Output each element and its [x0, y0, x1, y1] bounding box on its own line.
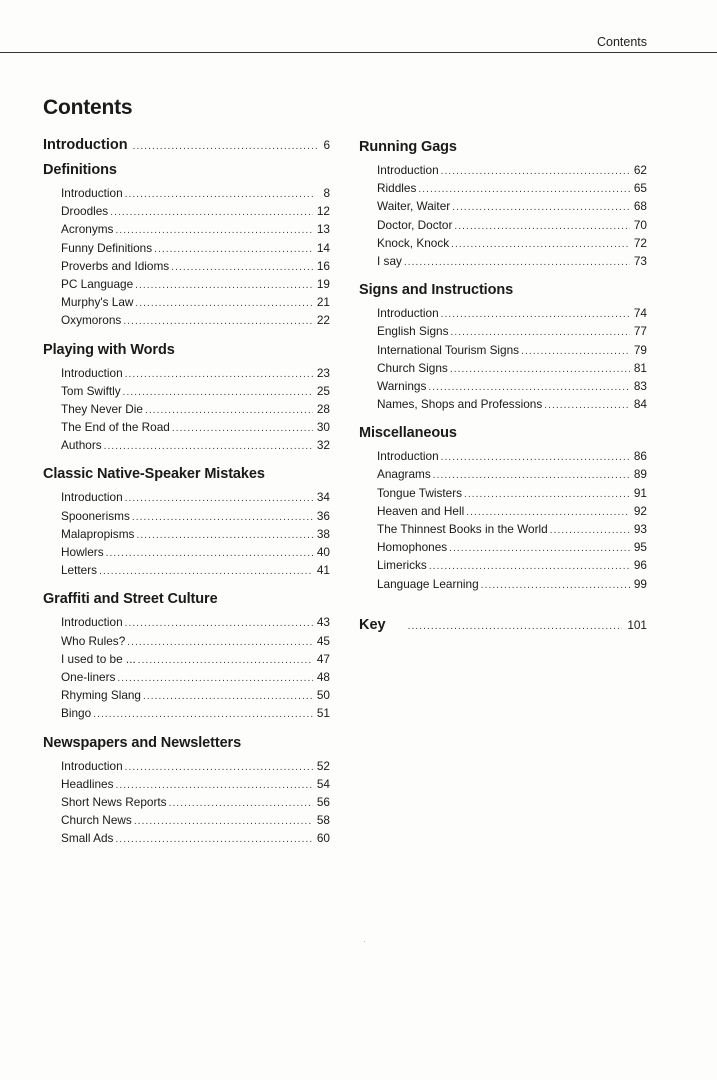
toc-entry[interactable]	[43, 757, 330, 775]
toc-section-classic-native-speaker-mistakes	[43, 464, 330, 579]
toc-entry[interactable]	[43, 543, 330, 561]
page-number: 70	[633, 217, 647, 232]
dot-leader	[441, 163, 630, 181]
entry-title: I say	[377, 253, 402, 268]
entry-title: Introduction	[377, 449, 439, 464]
entry-title: Names, Shops and Professions	[377, 397, 543, 412]
dot-leader	[550, 522, 630, 540]
dot-leader	[138, 652, 313, 670]
page-number: 6	[323, 138, 330, 152]
toc-entry[interactable]	[359, 234, 647, 252]
page-number: 91	[633, 485, 647, 500]
page-number: 8	[323, 186, 330, 200]
page-number: 52	[316, 758, 330, 773]
entry-title: Introduction	[61, 615, 123, 630]
entry-title: International Tourism Signs	[377, 342, 520, 357]
section-entries	[43, 757, 330, 848]
page-number: 68	[633, 199, 647, 214]
toc-entry[interactable]	[359, 377, 647, 395]
entry-title: Key	[359, 616, 386, 633]
dot-leader	[452, 199, 630, 217]
toc-entry[interactable]	[43, 775, 330, 793]
entry-title: Warnings	[377, 378, 427, 393]
dot-leader	[99, 563, 313, 581]
toc-entry[interactable]	[359, 465, 647, 483]
page-number: 45	[316, 633, 330, 648]
page-number: 54	[316, 776, 330, 791]
dot-leader	[125, 186, 313, 204]
section-entries	[359, 304, 647, 413]
toc-entry[interactable]	[43, 613, 330, 631]
page-number: 95	[633, 540, 647, 555]
entry-title: Authors	[61, 438, 102, 453]
toc-entry[interactable]	[43, 793, 330, 811]
page-number: 101	[627, 617, 647, 632]
page-number: 99	[633, 576, 647, 591]
dot-leader	[464, 486, 630, 504]
entry-title: Acronyms	[61, 222, 114, 237]
toc-entry[interactable]	[43, 632, 330, 650]
toc-entry[interactable]	[359, 538, 647, 556]
page-number: 72	[633, 235, 647, 250]
toc-entry[interactable]	[43, 650, 330, 668]
entry-title: The End of the Road	[61, 420, 170, 435]
toc-entry[interactable]	[43, 704, 330, 722]
dot-leader	[408, 621, 623, 632]
page-number: 93	[633, 522, 647, 536]
toc-entry[interactable]	[43, 239, 330, 257]
section-entries	[359, 161, 647, 270]
page-number: 19	[316, 276, 330, 291]
page-title: Contents	[43, 96, 133, 119]
section-entries	[43, 488, 330, 579]
entry-title: Introduction	[377, 163, 439, 177]
entry-title: I used to be ...	[61, 651, 136, 666]
page-number: 81	[633, 360, 647, 375]
dot-leader	[134, 813, 313, 831]
entry-title: Oxymorons	[61, 313, 122, 328]
section-entries	[43, 613, 330, 722]
toc-top-entry-key[interactable]	[359, 617, 647, 638]
dot-leader	[171, 259, 313, 277]
toc-entry[interactable]	[43, 184, 330, 202]
entry-title: The Thinnest Books in the World	[377, 522, 548, 536]
entry-title: One-liners	[61, 669, 116, 684]
entry-title: Rhyming Slang	[61, 688, 141, 703]
entry-title: Anagrams	[377, 467, 431, 482]
entry-title: Small Ads	[61, 831, 114, 846]
page-number: 43	[316, 615, 330, 630]
toc-entry[interactable]	[43, 561, 330, 579]
page-number: 84	[633, 397, 647, 412]
entry-title: Doctor, Doctor	[377, 217, 453, 232]
dot-leader	[127, 634, 313, 652]
entry-title: Introduction	[377, 306, 439, 321]
page-number: 28	[316, 401, 330, 416]
toc-top-entry-introduction[interactable]	[43, 137, 330, 158]
toc-right-column	[359, 137, 647, 638]
entry-title: Howlers	[61, 545, 104, 559]
toc-left-column	[43, 137, 330, 857]
entry-title: Introduction	[61, 186, 123, 200]
toc-entry[interactable]	[359, 341, 647, 359]
toc-entry[interactable]	[43, 418, 330, 436]
page-number: 77	[633, 324, 647, 339]
page-number: 16	[316, 258, 330, 273]
entry-title: Introduction	[43, 137, 128, 153]
toc-entry[interactable]	[43, 293, 330, 311]
toc-entry[interactable]	[359, 359, 647, 377]
page-number: 79	[633, 342, 647, 357]
dot-leader	[433, 467, 630, 485]
toc-entry[interactable]	[359, 179, 647, 197]
toc-entry[interactable]	[43, 202, 330, 220]
toc-entry[interactable]	[359, 304, 647, 322]
toc-section-playing-with-words	[43, 340, 330, 455]
entry-title: Introduction	[61, 365, 123, 380]
toc-entry[interactable]	[43, 275, 330, 293]
toc-section-miscellaneous	[359, 423, 647, 593]
toc-entry[interactable]	[359, 252, 647, 270]
toc-section-signs-and-instructions	[359, 280, 647, 413]
dot-leader	[451, 236, 630, 254]
dot-leader	[104, 438, 313, 456]
toc-entry[interactable]	[359, 161, 647, 179]
section-heading[interactable]: Newspapers and Newsletters	[43, 734, 242, 751]
page-number: 60	[316, 831, 330, 846]
page-number: 12	[316, 204, 330, 219]
section-heading[interactable]: Graffiti and Street Culture	[43, 591, 218, 608]
dot-leader	[143, 688, 313, 706]
entry-title: Limericks	[377, 558, 427, 573]
toc-entry[interactable]	[43, 668, 330, 686]
page-number: 73	[633, 253, 647, 268]
entry-title: Language Learning	[377, 576, 479, 591]
toc-section-graffiti-and-street-culture	[43, 589, 330, 722]
page-number: 41	[316, 563, 330, 578]
entry-title: Riddles	[377, 181, 417, 196]
running-head: Contents	[596, 35, 647, 49]
page-number: 62	[633, 163, 647, 177]
entry-title: Funny Definitions	[61, 240, 153, 255]
dot-leader	[93, 706, 313, 724]
toc-entry[interactable]	[359, 502, 647, 520]
entry-title: Headlines	[61, 776, 114, 791]
toc-entry[interactable]	[43, 382, 330, 400]
page-number: 13	[316, 222, 330, 237]
page-number: 51	[316, 706, 330, 721]
page-number: 23	[316, 365, 330, 380]
entry-title: Malapropisms	[61, 526, 135, 541]
entry-title: They Never Die	[61, 401, 143, 416]
page-number: 56	[316, 794, 330, 809]
dot-leader	[115, 831, 313, 849]
toc-entry[interactable]	[43, 220, 330, 238]
entry-title: Homophones	[377, 540, 448, 555]
toc-entry[interactable]	[359, 447, 647, 465]
page-number: 21	[316, 295, 330, 310]
page-number: 58	[316, 813, 330, 828]
dot-leader	[441, 449, 630, 467]
dot-leader	[544, 397, 630, 415]
toc-entry[interactable]	[43, 311, 330, 329]
entry-title: Murphy's Law	[61, 295, 134, 310]
dot-leader	[106, 545, 313, 563]
toc-section-definitions	[43, 160, 330, 330]
dot-leader	[154, 241, 313, 259]
toc-entry[interactable]	[43, 436, 330, 454]
toc-entry[interactable]	[359, 322, 647, 340]
entry-title: Droodles	[61, 204, 109, 219]
dot-leader	[454, 218, 630, 236]
dot-leader	[117, 670, 313, 688]
header-rule	[0, 52, 717, 53]
dot-leader	[441, 306, 630, 324]
page-number: 36	[316, 508, 330, 523]
toc-entry[interactable]	[43, 525, 330, 543]
dot-leader	[136, 527, 313, 545]
dot-leader	[450, 361, 630, 379]
entry-title: Heaven and Hell	[377, 503, 465, 518]
toc-entry[interactable]	[43, 257, 330, 275]
page-number: 25	[316, 383, 330, 398]
page-number: 92	[633, 503, 647, 518]
toc-entry[interactable]	[359, 395, 647, 413]
toc-entry[interactable]	[359, 556, 647, 574]
toc-entry[interactable]	[43, 364, 330, 382]
entry-title: Introduction	[61, 490, 123, 505]
dot-leader	[135, 295, 313, 313]
page-number: 89	[633, 467, 647, 482]
toc-entry[interactable]	[359, 575, 647, 593]
page-number: 38	[316, 526, 330, 541]
dot-leader	[132, 509, 313, 527]
page-number: 30	[316, 420, 330, 435]
toc-entry[interactable]	[359, 197, 647, 215]
dot-leader	[449, 540, 630, 558]
section-heading[interactable]: Definitions	[43, 162, 117, 178]
entry-title: Tom Swiftly	[61, 383, 121, 398]
page-number: 14	[316, 240, 330, 255]
page-number: 65	[633, 181, 647, 196]
entry-title: Introduction	[61, 758, 123, 773]
page-number: 86	[633, 449, 647, 464]
dot-leader	[123, 384, 313, 402]
toc-entry[interactable]	[43, 488, 330, 506]
dot-leader	[135, 277, 313, 295]
entry-title: Spoonerisms	[61, 508, 130, 523]
entry-title: Bingo	[61, 706, 92, 721]
dot-leader	[404, 254, 630, 272]
dot-leader	[133, 141, 319, 152]
toc-entry[interactable]	[43, 400, 330, 418]
page-number: 34	[316, 490, 330, 505]
section-heading[interactable]: Playing with Words	[43, 341, 175, 358]
section-heading[interactable]: Classic Native-Speaker Mistakes	[43, 466, 265, 483]
entry-title: Short News Reports	[61, 794, 167, 809]
toc-entry[interactable]	[43, 686, 330, 704]
dot-leader	[123, 313, 313, 331]
dot-leader	[110, 204, 313, 222]
section-heading[interactable]: Running Gags	[359, 139, 457, 155]
dot-leader	[125, 366, 313, 384]
toc-entry[interactable]	[43, 829, 330, 847]
entry-title: Proverbs and Idioms	[61, 258, 170, 273]
dot-leader	[125, 615, 313, 633]
toc-entry[interactable]	[43, 507, 330, 525]
entry-title: Church News	[61, 813, 132, 828]
dot-leader	[481, 577, 630, 595]
entry-title: English Signs	[377, 324, 449, 339]
dot-leader	[169, 795, 313, 813]
section-heading[interactable]: Signs and Instructions	[359, 282, 514, 299]
toc-section-newspapers-and-newsletters	[43, 733, 330, 848]
entry-title: Church Signs	[377, 360, 448, 375]
page-number: 47	[316, 651, 330, 666]
page-number: 50	[316, 688, 330, 703]
entry-title: Who Rules?	[61, 633, 126, 648]
toc-entry[interactable]	[43, 811, 330, 829]
entry-title: PC Language	[61, 276, 134, 291]
section-heading[interactable]: Miscellaneous	[359, 425, 457, 442]
section-entries	[359, 447, 647, 593]
dot-leader	[521, 343, 630, 361]
scan-speck	[364, 941, 365, 942]
page-number: 48	[316, 669, 330, 684]
section-entries	[43, 184, 330, 330]
page-number: 83	[633, 378, 647, 393]
entry-title: Tongue Twisters	[377, 485, 463, 500]
toc-entry[interactable]	[359, 216, 647, 234]
page-number: 22	[316, 313, 330, 328]
dot-leader	[172, 420, 313, 438]
page-number: 32	[316, 438, 330, 453]
toc-section-running-gags	[359, 137, 647, 270]
dot-leader	[125, 490, 313, 508]
page-number: 74	[633, 306, 647, 321]
page-number: 96	[633, 558, 647, 573]
entry-title: Waiter, Waiter	[377, 199, 451, 214]
entry-title: Letters	[61, 563, 98, 578]
toc-entry[interactable]	[359, 520, 647, 538]
page-number: 40	[316, 545, 330, 559]
section-entries	[43, 364, 330, 455]
entry-title: Knock, Knock	[377, 235, 450, 250]
dot-leader	[145, 402, 313, 420]
toc-entry[interactable]	[359, 484, 647, 502]
dot-leader	[125, 759, 313, 777]
